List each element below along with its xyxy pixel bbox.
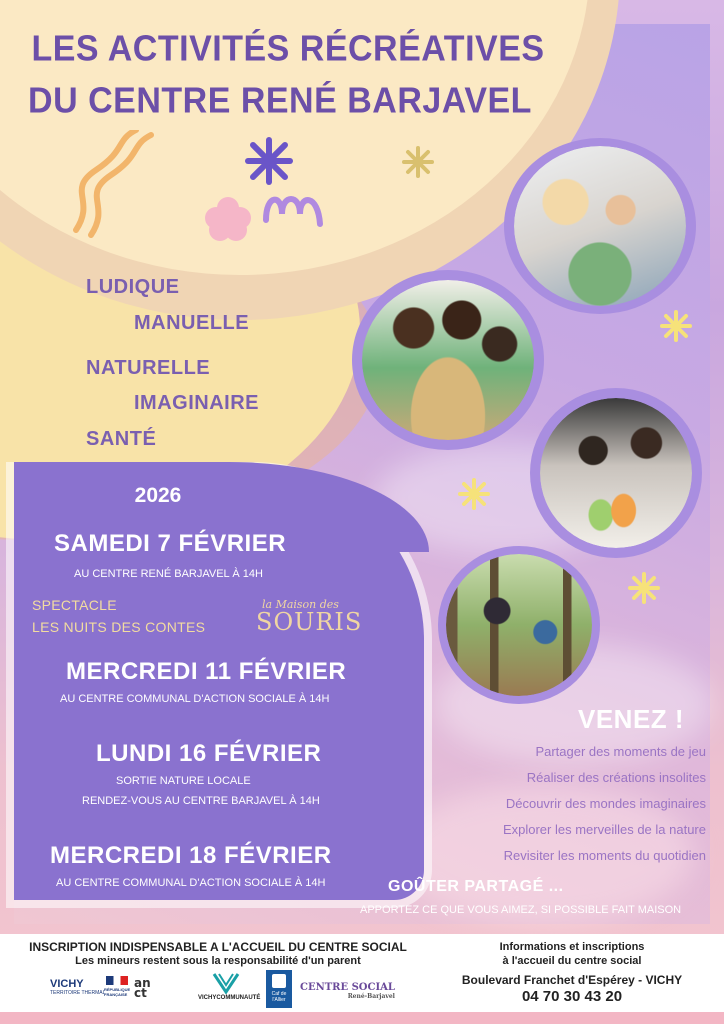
event-description: SORTIE NATURE LOCALE	[116, 775, 251, 787]
poster-title-line2: DU CENTRE RENÉ BARJAVEL	[28, 81, 532, 121]
star-icon	[402, 146, 434, 178]
photo-board-game	[362, 280, 534, 440]
venez-item: Explorer les merveilles de la nature	[502, 822, 706, 837]
info-line1: Informations et inscriptions	[499, 941, 645, 953]
event-location: AU CENTRE RENÉ BARJAVEL À 14H	[74, 568, 263, 580]
vichy-logo	[50, 978, 105, 996]
keyword-ludique: LUDIQUE	[86, 276, 180, 298]
minors-notice: Les mineurs restent sous la responsabilité d'un parent	[75, 955, 361, 967]
gouter-text: APPORTEZ CE QUE VOUS AIMEZ, SI POSSIBLE FAIT MAISON	[360, 904, 682, 916]
photo-forest-walk	[446, 554, 592, 696]
venez-item: Découvrir des mondes imaginaires	[505, 796, 706, 811]
venez-item: Partager des moments de jeu	[535, 744, 706, 759]
centre-social-logo	[300, 982, 395, 1000]
venez-item: Revisiter les moments du quotidien	[503, 848, 706, 863]
anct-logo: an ct	[134, 976, 151, 1000]
keyword-manuelle: MANUELLE	[134, 312, 250, 334]
caf-logo-text: Caf de l'Allier	[271, 991, 287, 1003]
event-title: MERCREDI 11 FÉVRIER	[66, 658, 347, 685]
event-location: AU CENTRE COMMUNAL D'ACTION SOCIALE À 14H	[60, 693, 330, 705]
year: 2026	[134, 484, 182, 507]
poster-title-line1: LES ACTIVITÉS RÉCRÉATIVES	[31, 29, 545, 69]
star-icon	[660, 310, 692, 342]
centre-social-text: CENTRE SOCIAL	[300, 982, 395, 993]
venez-heading: VENEZ !	[578, 704, 685, 734]
flower-icon	[204, 196, 252, 242]
star-icon	[458, 478, 490, 510]
vichy-logo-subtext: TERRITOIRE THERMAL	[50, 990, 106, 996]
asterisk-icon	[244, 136, 294, 186]
event-title: LUNDI 16 FÉVRIER	[96, 740, 322, 767]
centre-social-subtext: René-Barjavel	[347, 993, 395, 1000]
event-location: AU CENTRE COMMUNAL D'ACTION SOCIALE À 14H	[56, 877, 326, 889]
vichy-logo-text: VICHY	[50, 978, 84, 990]
bottom-border	[0, 1012, 724, 1024]
maison-des-souris-logo	[256, 598, 363, 636]
registration-notice: INSCRIPTION INDISPENSABLE A L'ACCUEIL DU CENTRE SOCIAL	[29, 940, 407, 954]
gouter-heading: GOÛTER PARTAGÉ ...	[388, 878, 564, 895]
squiggle-decoration	[66, 130, 166, 240]
star-icon	[628, 572, 660, 604]
caf-logo-icon	[272, 974, 286, 988]
keyword-imaginaire: IMAGINAIRE	[134, 392, 259, 414]
caf-logo	[266, 970, 292, 1008]
venez-item: Réaliser des créations insolites	[526, 770, 706, 785]
vichy-communaute-logo-icon	[212, 972, 240, 994]
event-title: MERCREDI 18 FÉVRIER	[50, 842, 332, 869]
spectacle-name: LES NUITS DES CONTES	[32, 619, 206, 635]
logo-text-small: la Maison des	[262, 598, 339, 611]
republique-francaise-text: RÉPUBLIQUE FRANÇAISE	[104, 987, 131, 997]
address: Boulevard Franchet d'Espérey - VICHY	[461, 973, 683, 987]
logo-text-big: SOURIS	[256, 608, 363, 636]
event-title: SAMEDI 7 FÉVRIER	[54, 530, 287, 557]
phone-number: 04 70 30 43 20	[521, 988, 623, 1005]
keyword-sante: SANTÉ	[86, 428, 157, 450]
republique-flag-icon	[106, 976, 128, 985]
photo-cooking	[540, 398, 692, 548]
spectacle-label: SPECTACLE	[32, 597, 117, 613]
wave-decoration	[262, 190, 326, 230]
keyword-naturelle: NATURELLE	[86, 357, 211, 379]
info-line2: à l'accueil du centre social	[502, 955, 642, 967]
vichy-communaute-text: VICHYCOMMUNAUTÉ	[198, 995, 261, 1001]
photo-crafts	[514, 146, 686, 306]
event-location: RENDEZ-VOUS AU CENTRE BARJAVEL À 14H	[82, 795, 320, 807]
